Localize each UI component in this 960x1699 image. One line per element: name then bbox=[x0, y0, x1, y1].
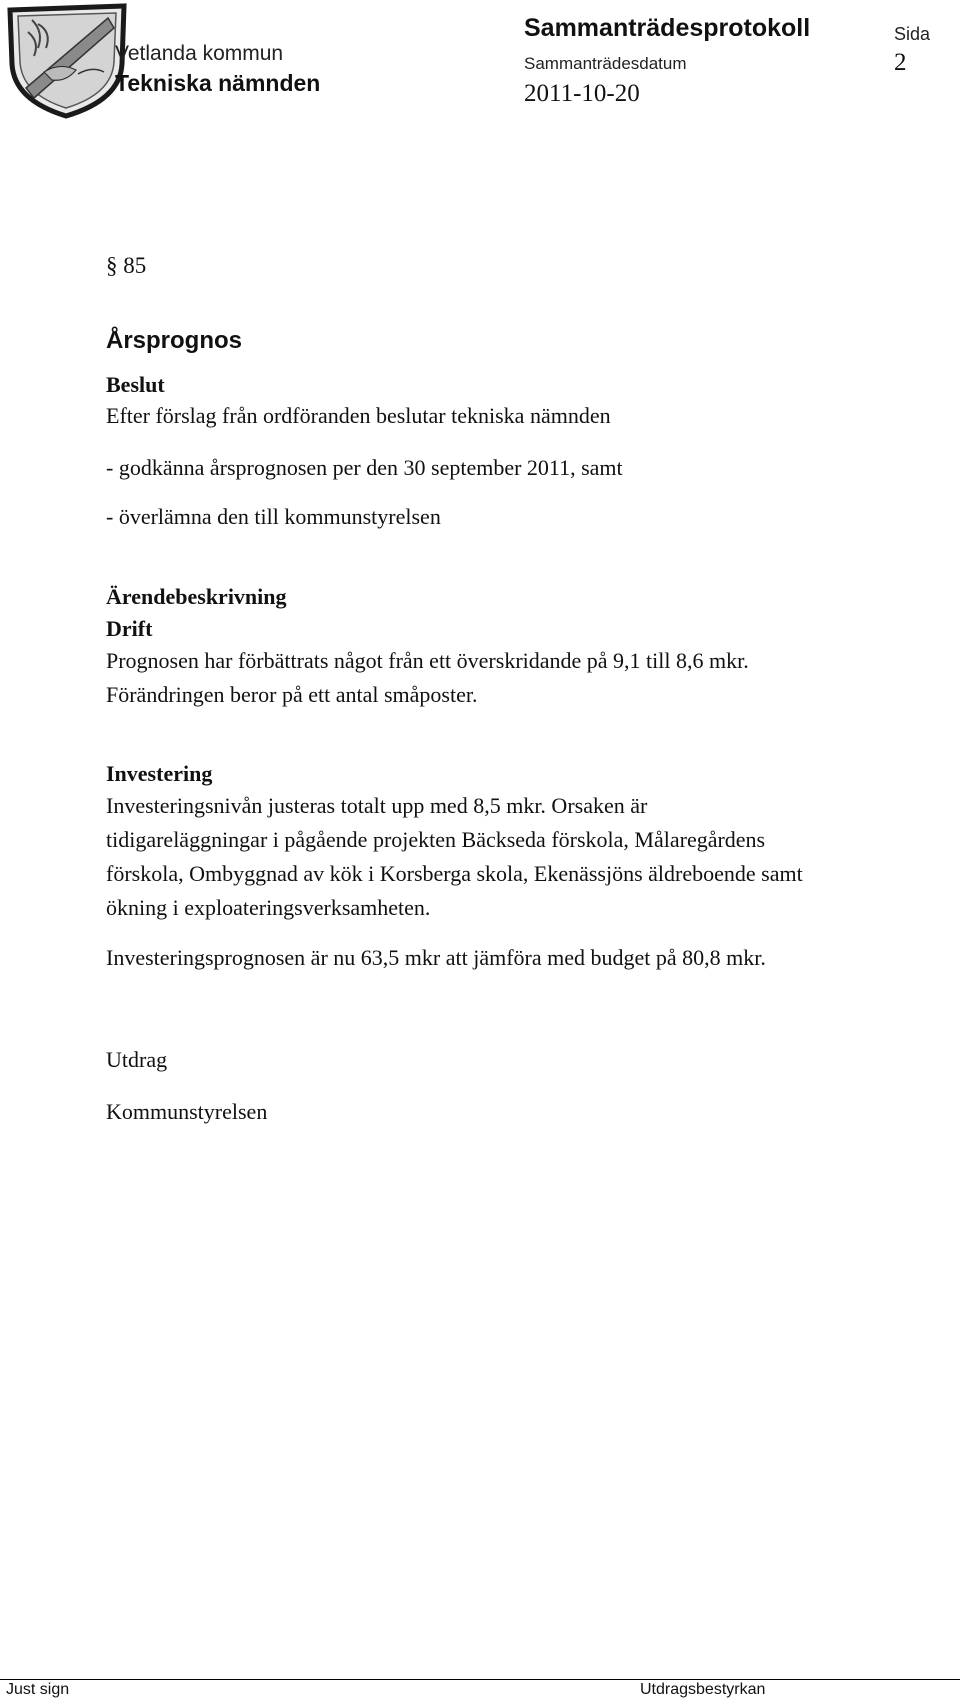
meeting-date: 2011-10-20 bbox=[524, 80, 640, 107]
footer-divider bbox=[0, 1679, 960, 1680]
description-heading: Ärendebeskrivning bbox=[106, 584, 287, 609]
page-number: 2 bbox=[894, 49, 907, 76]
investment-line: Investeringsnivån justeras totalt upp med 8,5 mkr. Orsaken är bbox=[106, 793, 648, 818]
investment-forecast: Investeringsprognosen är nu 63,5 mkr att jämföra med budget på 80,8 mkr. bbox=[106, 945, 766, 970]
investment-line: ökning i exploateringsverksamheten. bbox=[106, 895, 431, 920]
section-title: Årsprognos bbox=[106, 327, 243, 354]
investment-heading: Investering bbox=[106, 761, 213, 786]
page-label: Sida bbox=[894, 24, 931, 44]
decision-heading: Beslut bbox=[106, 372, 165, 397]
operations-line: Förändringen beror på ett antal småposter. bbox=[106, 682, 478, 707]
decision-intro: Efter förslag från ordföranden beslutar tekniska nämnden bbox=[106, 403, 611, 428]
operations-line: Prognosen har förbättrats något från ett överskridande på 9,1 till 8,6 mkr. bbox=[106, 648, 749, 673]
extract-label: Utdrag bbox=[106, 1047, 168, 1072]
document-type: Sammanträdesprotokoll bbox=[524, 14, 811, 42]
committee-name: Tekniska nämnden bbox=[115, 70, 321, 96]
municipal-coat-of-arms-icon bbox=[4, 2, 130, 119]
footer-signature-label: Just sign bbox=[6, 1681, 70, 1698]
operations-heading: Drift bbox=[106, 616, 153, 641]
footer-certification-label: Utdragsbestyrkan bbox=[640, 1681, 766, 1698]
meeting-date-label: Sammanträdesdatum bbox=[524, 54, 687, 73]
decision-item: - överlämna den till kommunstyrelsen bbox=[106, 504, 441, 529]
extract-recipient: Kommunstyrelsen bbox=[106, 1099, 268, 1124]
decision-item: - godkänna årsprognosen per den 30 september 2011, samt bbox=[106, 455, 623, 480]
investment-line: tidigareläggningar i pågående projekten Bäckseda förskola, Målaregårdens bbox=[106, 827, 766, 852]
investment-line: förskola, Ombyggnad av kök i Korsberga skola, Ekenässjöns äldreboende samt bbox=[106, 861, 803, 886]
paragraph-number: § 85 bbox=[106, 253, 147, 278]
organization-name: Vetlanda kommun bbox=[115, 42, 284, 65]
